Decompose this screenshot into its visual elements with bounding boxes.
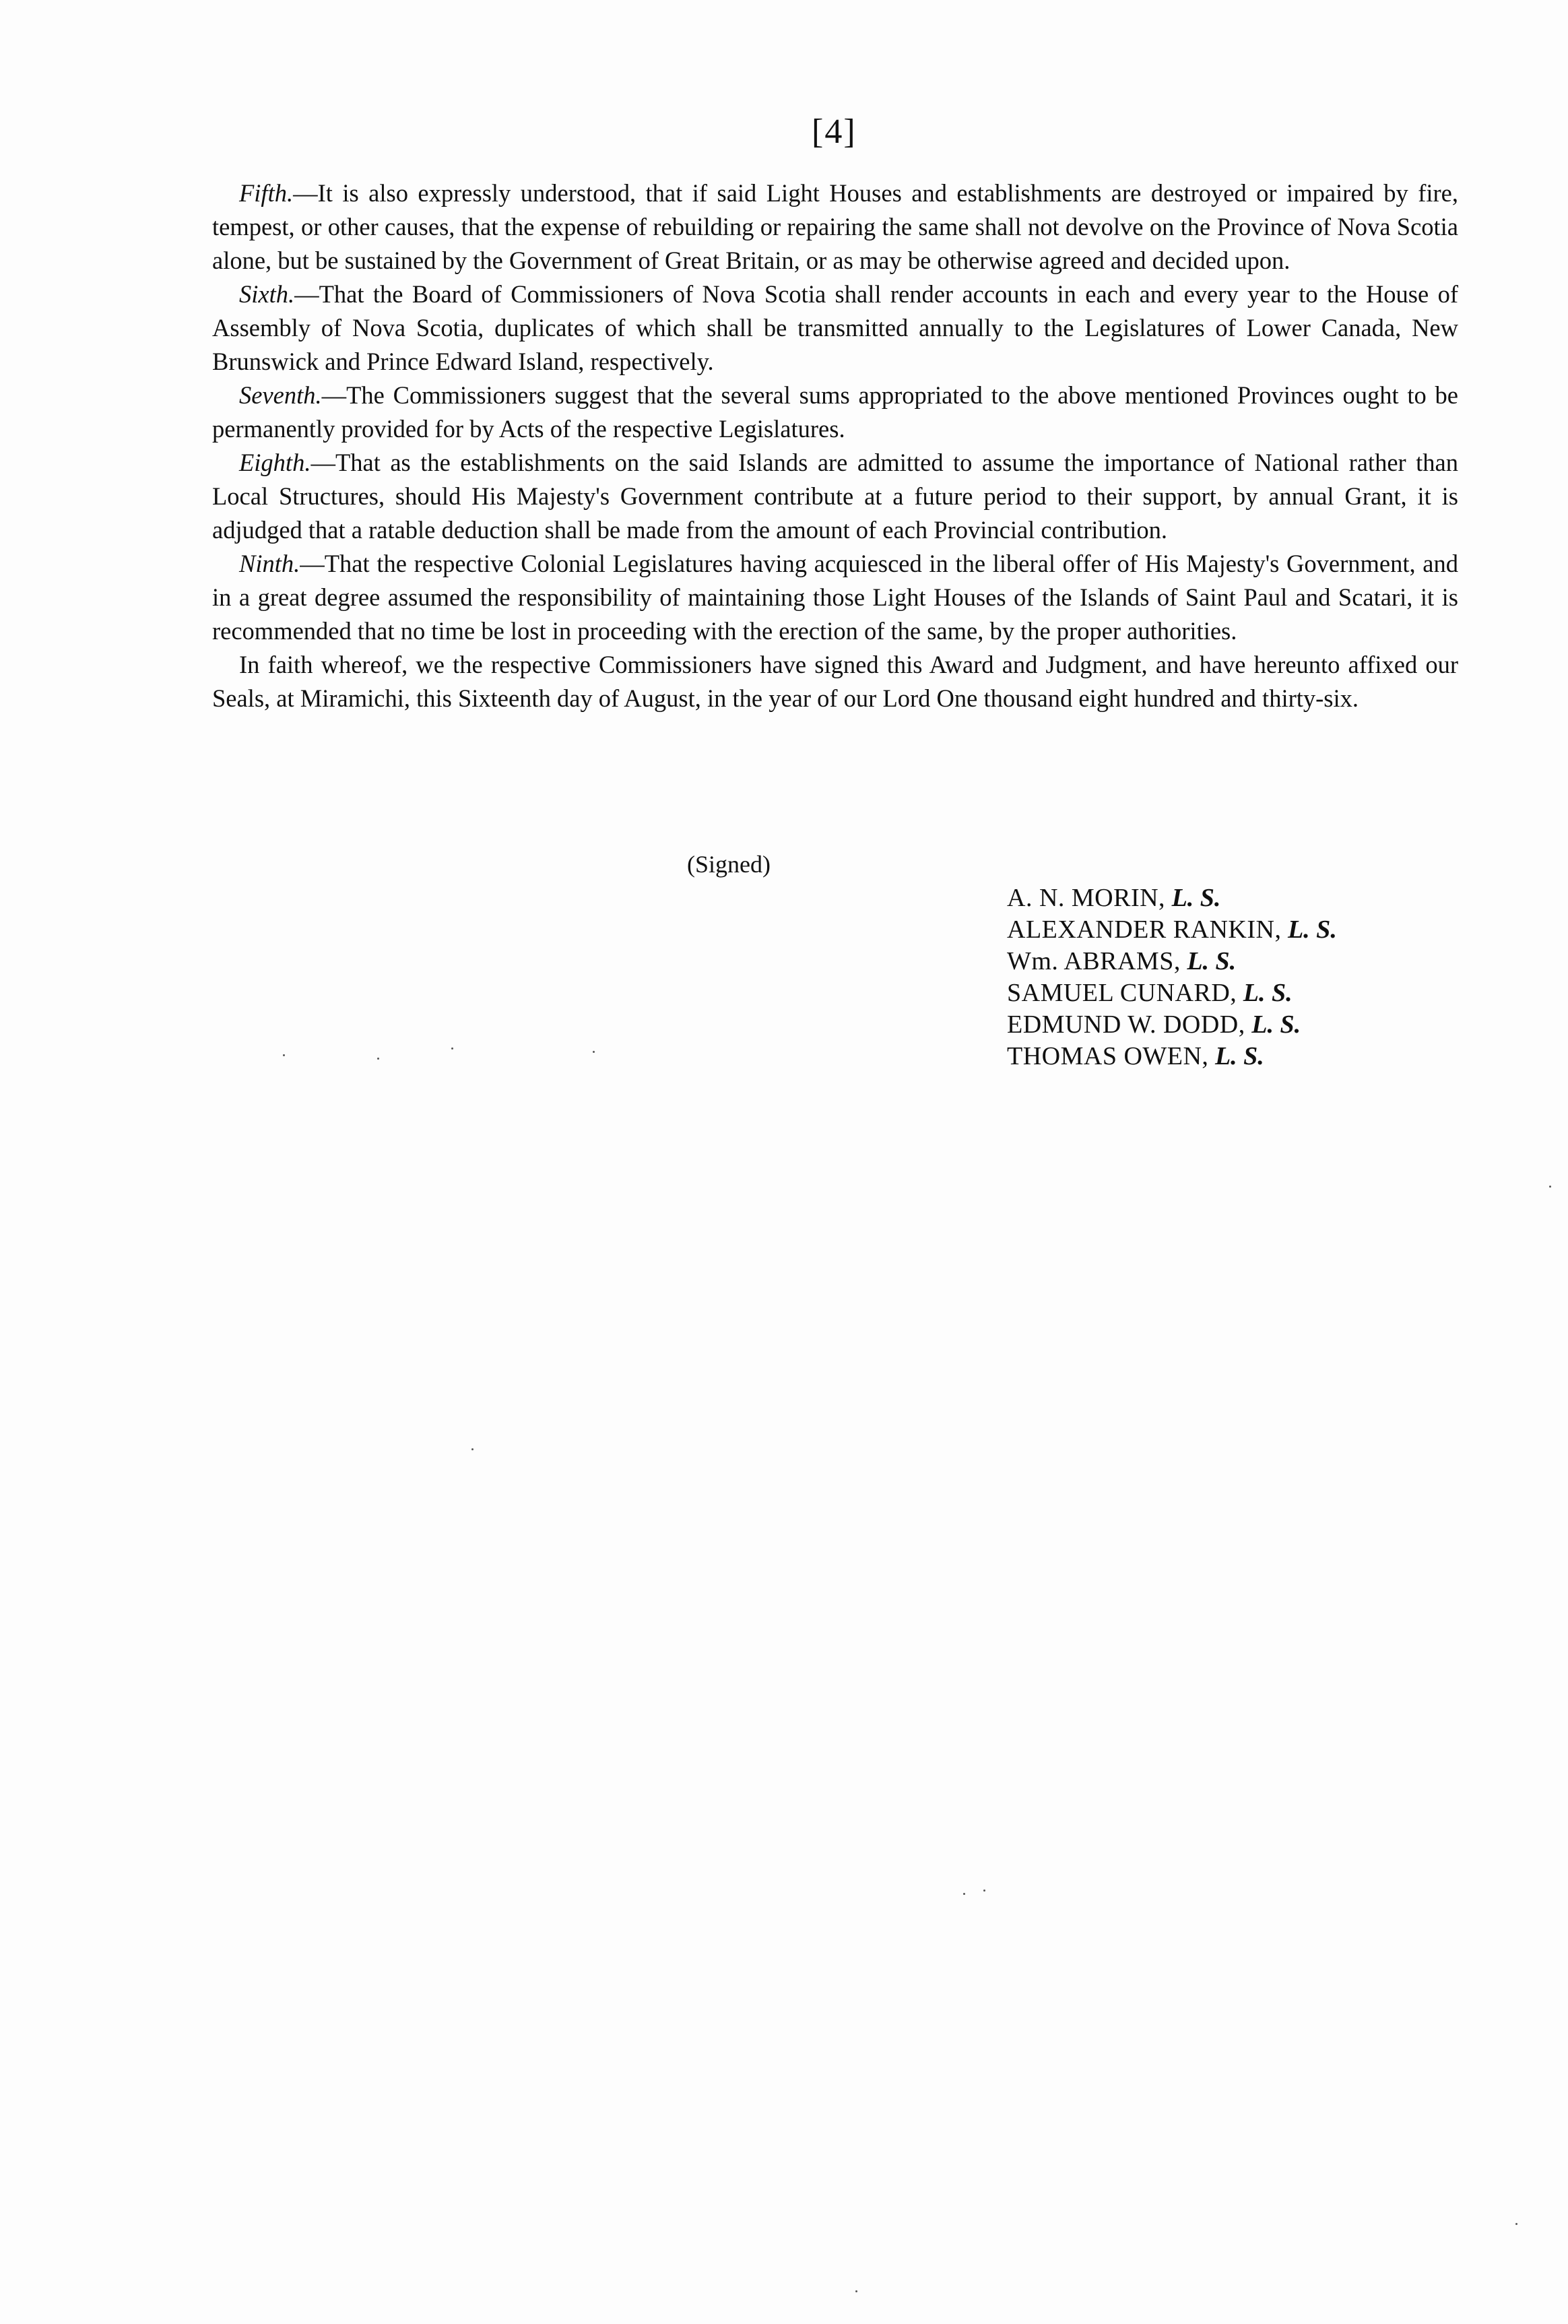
paragraph-lead: Fifth. xyxy=(239,179,294,207)
page-number: [4] xyxy=(812,112,857,151)
paragraph-in-faith-whereof xyxy=(212,648,1458,715)
seal-mark: L. S. xyxy=(1214,1042,1264,1070)
paragraph-eighth xyxy=(212,446,1458,547)
paragraph-fifth xyxy=(212,176,1458,278)
seal-mark: L. S. xyxy=(1251,1010,1301,1039)
signatory xyxy=(1007,882,1337,914)
paragraph-lead: Sixth. xyxy=(239,280,295,308)
paragraph-text: —That as the establishments on the said Islands are admitted to assume the importance of National rather than Local Structures, should His Majesty's Government contribute at a future period to their support, by annual Grant, it is adjudged that a ratable deduction shall be made from the amount of each Provincial contribution. xyxy=(212,449,1458,544)
paragraph-lead: Eighth. xyxy=(239,449,311,476)
signatory xyxy=(1007,1041,1337,1072)
signatory-name: ALEXANDER RANKIN, xyxy=(1007,915,1282,944)
signatory xyxy=(1007,1009,1337,1041)
paragraph-text: —The Commissioners suggest that the several sums appropriated to the above mentioned Provinces ought to be permanently provided for by Acts of the respective Legislatures. xyxy=(212,381,1458,443)
signatory-name: THOMAS OWEN, xyxy=(1007,1042,1209,1070)
paragraph-text: —It is also expressly understood, that if said Light Houses and establishments are destroyed or impaired by fire, tempest, or other causes, that the expense of rebuilding or repairing the same shall not devolve on the Province of Nova Scotia alone, but be sustained by the Government of Great Britain, or as may be otherwise agreed and decided upon. xyxy=(212,179,1458,274)
signatory-name: A. N. MORIN, xyxy=(1007,884,1166,912)
signatory-name: SAMUEL CUNARD, xyxy=(1007,979,1237,1007)
seal-mark: L. S. xyxy=(1287,915,1337,944)
seal-mark: L. S. xyxy=(1243,979,1293,1007)
signatory xyxy=(1007,914,1337,946)
paragraph-text: In faith whereof, we the respective Commissioners have signed this Award and Judgment, and have hereunto affixed our Seals, at Miramichi, this Sixteenth day of August, in the year of our Lord One thousand eight hundred and thirty-six. xyxy=(212,651,1458,712)
signatory xyxy=(1007,946,1337,977)
paragraph-lead: Seventh. xyxy=(239,381,322,409)
paragraph-text: —That the respective Colonial Legislatures having acquiesced in the liberal offer of His Majesty's Government, and in a great degree assumed the responsibility of maintaining those Light Houses of the Islands of Saint Paul and Scatari, it is recommended that no time be lost in proceeding with the erection of the same, by the proper authorities. xyxy=(212,550,1458,645)
seal-mark: L. S. xyxy=(1171,884,1221,912)
signatory-name: EDMUND W. DODD, xyxy=(1007,1010,1245,1039)
signatory-list xyxy=(1007,882,1337,1072)
paragraph-sixth xyxy=(212,278,1458,379)
signatory-name: Wm. ABRAMS, xyxy=(1007,947,1181,975)
signed-label: (Signed) xyxy=(687,851,771,878)
seal-mark: L. S. xyxy=(1187,947,1237,975)
paragraph-ninth xyxy=(212,547,1458,648)
signatory xyxy=(1007,977,1337,1009)
paragraph-text: —That the Board of Commissioners of Nova Scotia shall render accounts in each and every year to the House of Assembly of Nova Scotia, duplicates of which shall be transmitted annually to the Legislatures of Lower Canada, New Brunswick and Prince Edward Island, respectively. xyxy=(212,280,1458,375)
body-text xyxy=(212,176,1458,715)
paragraph-lead: Ninth. xyxy=(239,550,300,577)
paragraph-seventh xyxy=(212,379,1458,446)
